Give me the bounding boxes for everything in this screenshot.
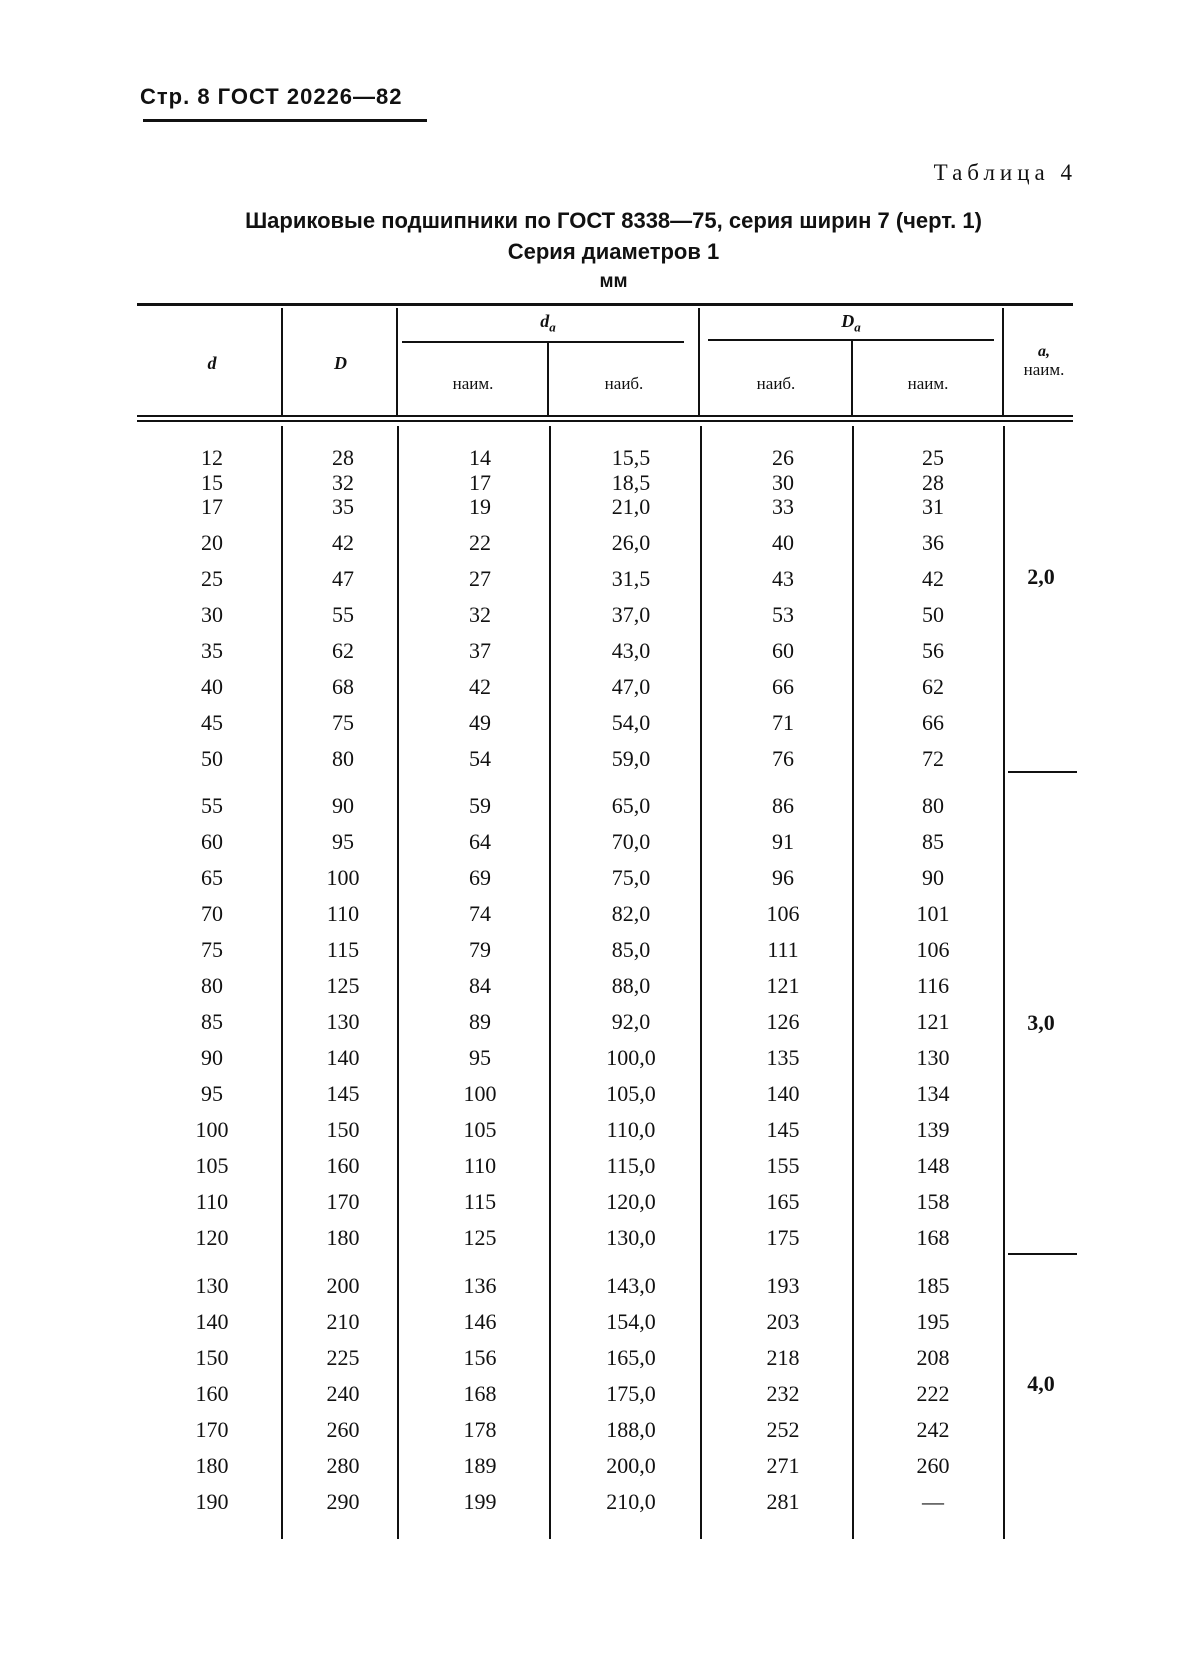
cell-da-min: 156 — [463, 1345, 497, 1370]
cell-Da-max: 111 — [767, 937, 799, 962]
cell-d: 140 — [195, 1309, 229, 1334]
body-vline-4 — [700, 426, 702, 1539]
cell-D: 290 — [326, 1489, 360, 1514]
cell-Da-max: 33 — [772, 494, 794, 519]
cell-d: 20 — [201, 530, 223, 555]
col-a-label: a, — [1038, 343, 1050, 360]
cell-da-max: 82,0 — [611, 901, 651, 926]
table-subtitle: Серия диаметров 1 — [507, 239, 720, 264]
cell-d: 120 — [195, 1225, 229, 1250]
cell-da-max: 59,0 — [611, 746, 651, 771]
col-a-min-label: наим. — [1023, 360, 1065, 379]
cell-da-max: 143,0 — [606, 1273, 656, 1298]
cell-da-min: 14 — [469, 445, 491, 470]
cell-d: 85 — [201, 1009, 223, 1034]
a-value-group-3: 4,0 — [1027, 1371, 1055, 1396]
cell-D: 68 — [332, 674, 354, 699]
cell-Da-max: 86 — [772, 793, 794, 818]
cell-Da-max: 60 — [772, 638, 794, 663]
cell-D: 47 — [332, 566, 354, 591]
cell-da-max: 85,0 — [611, 937, 651, 962]
cell-D: 42 — [332, 530, 354, 555]
cell-Da-min: 121 — [916, 1009, 950, 1034]
cell-Da-max: 140 — [766, 1081, 800, 1106]
cell-da-min: 69 — [469, 865, 491, 890]
cell-d: 100 — [195, 1117, 229, 1142]
a-value-group-2: 3,0 — [1027, 1010, 1055, 1035]
cell-da-min: 189 — [463, 1453, 497, 1478]
cell-d: 105 — [195, 1153, 229, 1178]
cell-d: 95 — [201, 1081, 223, 1106]
col-d-label: d — [207, 353, 217, 373]
table-units: мм — [599, 271, 628, 292]
cell-da-min: 49 — [469, 710, 491, 735]
cell-D: 75 — [332, 710, 354, 735]
cell-da-max: 75,0 — [611, 865, 651, 890]
cell-da-min: 37 — [469, 638, 491, 663]
cell-D: 170 — [326, 1189, 360, 1214]
cell-Da-max: 71 — [772, 710, 794, 735]
cell-da-max: 165,0 — [606, 1345, 656, 1370]
cell-D: 180 — [326, 1225, 360, 1250]
cell-da-max: 47,0 — [611, 674, 651, 699]
cell-Da-min: 116 — [916, 973, 950, 998]
cell-D: 160 — [326, 1153, 360, 1178]
cell-Da-min: 242 — [916, 1417, 950, 1442]
cell-da-min: 32 — [469, 602, 491, 627]
a-group-separator-2 — [1008, 1253, 1077, 1255]
cell-da-max: 120,0 — [606, 1189, 656, 1214]
cell-Da-min: 50 — [922, 602, 944, 627]
col-header-da-min: наим. — [452, 374, 494, 393]
cell-da-min: 199 — [463, 1489, 497, 1514]
cell-D: 62 — [332, 638, 354, 663]
cell-Da-max: 135 — [766, 1045, 800, 1070]
cell-Da-min: 260 — [916, 1453, 950, 1478]
cell-D: 100 — [326, 865, 360, 890]
cell-D: 80 — [332, 746, 354, 771]
cell-Da-max: 232 — [766, 1381, 800, 1406]
cell-Da-max: 155 — [766, 1153, 800, 1178]
cell-Da-min: 148 — [916, 1153, 950, 1178]
cell-da-min: 27 — [469, 566, 491, 591]
col-D-label: D — [334, 353, 347, 373]
cell-D: 115 — [326, 937, 360, 962]
cell-d: 75 — [201, 937, 223, 962]
cell-Da-max: 145 — [766, 1117, 800, 1142]
cell-da-max: 200,0 — [606, 1453, 656, 1478]
cell-da-min: 42 — [469, 674, 491, 699]
cell-d: 40 — [201, 674, 223, 699]
cell-da-max: 115,0 — [606, 1153, 656, 1178]
cell-da-max: 100,0 — [606, 1045, 656, 1070]
cell-Da-max: 26 — [772, 445, 794, 470]
cell-da-max: 188,0 — [606, 1417, 656, 1442]
col-header-da-max: наиб. — [604, 374, 644, 393]
cell-D: 240 — [326, 1381, 360, 1406]
cell-D: 260 — [326, 1417, 360, 1442]
cell-d: 180 — [195, 1453, 229, 1478]
cell-D: 35 — [332, 494, 354, 519]
cell-d: 55 — [201, 793, 223, 818]
col-Da-sub: a — [854, 319, 861, 335]
cell-d: 12 — [201, 445, 223, 470]
cell-D: 110 — [326, 901, 360, 926]
cell-da-max: 105,0 — [606, 1081, 656, 1106]
cell-da-min: 110 — [463, 1153, 497, 1178]
cell-da-min: 136 — [463, 1273, 497, 1298]
col-Da-label: D — [841, 311, 855, 331]
cell-Da-min: 36 — [922, 530, 944, 555]
cell-d: 110 — [195, 1189, 229, 1214]
cell-da-max: 70,0 — [611, 829, 651, 854]
cell-D: 32 — [332, 470, 354, 495]
cell-Da-max: 96 — [772, 865, 794, 890]
table-number: Таблица 4 — [933, 160, 1077, 185]
cell-da-min: 100 — [463, 1081, 497, 1106]
cell-D: 130 — [326, 1009, 360, 1034]
cell-D: 200 — [326, 1273, 360, 1298]
cell-Da-min: 56 — [922, 638, 944, 663]
cell-Da-min: 42 — [922, 566, 944, 591]
cell-da-max: 26,0 — [611, 530, 651, 555]
cell-Da-min: 66 — [922, 710, 944, 735]
cell-d: 25 — [201, 566, 223, 591]
cell-Da-min: 25 — [922, 445, 944, 470]
cell-D: 280 — [326, 1453, 360, 1478]
cell-d: 17 — [201, 494, 223, 519]
cell-Da-min: 101 — [916, 901, 950, 926]
cell-Da-min: 168 — [916, 1225, 950, 1250]
cell-Da-min: 31 — [922, 494, 944, 519]
cell-Da-max: 218 — [766, 1345, 800, 1370]
cell-Da-min: 139 — [916, 1117, 950, 1142]
cell-D: 150 — [326, 1117, 360, 1142]
cell-da-min: 125 — [463, 1225, 497, 1250]
cell-Da-min: 72 — [922, 746, 944, 771]
cell-Da-max: 106 — [766, 901, 800, 926]
cell-d: 65 — [201, 865, 223, 890]
cell-Da-max: 53 — [772, 602, 794, 627]
cell-d: 160 — [195, 1381, 229, 1406]
cell-Da-min: 90 — [922, 865, 944, 890]
cell-d: 170 — [195, 1417, 229, 1442]
cell-da-max: 110,0 — [606, 1117, 656, 1142]
cell-Da-max: 66 — [772, 674, 794, 699]
cell-Da-min: 130 — [916, 1045, 950, 1070]
cell-Da-min: 85 — [922, 829, 944, 854]
cell-da-min: 84 — [469, 973, 491, 998]
cell-d: 130 — [195, 1273, 229, 1298]
cell-da-min: 146 — [463, 1309, 497, 1334]
cell-da-max: 88,0 — [611, 973, 651, 998]
col-header-a — [1004, 343, 1084, 379]
cell-da-min: 59 — [469, 793, 491, 818]
cell-da-min: 64 — [469, 829, 491, 854]
cell-Da-max: 76 — [772, 746, 794, 771]
cell-D: 140 — [326, 1045, 360, 1070]
cell-da-min: 89 — [469, 1009, 491, 1034]
cell-d: 35 — [201, 638, 223, 663]
col-header-d — [152, 353, 272, 374]
page-header: Стр. 8 ГОСТ 20226—82 — [140, 84, 403, 109]
cell-d: 70 — [201, 901, 223, 926]
cell-da-min: 19 — [469, 494, 491, 519]
cell-da-max: 210,0 — [606, 1489, 656, 1514]
cell-d: 50 — [201, 746, 223, 771]
cell-Da-max: 252 — [766, 1417, 800, 1442]
cell-da-max: 43,0 — [611, 638, 651, 663]
cell-d: 60 — [201, 829, 223, 854]
body-vline-5 — [852, 426, 854, 1539]
col-header-Da-max: наиб. — [756, 374, 796, 393]
cell-da-max: 31,5 — [611, 566, 651, 591]
cell-d: 150 — [195, 1345, 229, 1370]
col-header-Da — [700, 311, 1002, 336]
cell-d: 45 — [201, 710, 223, 735]
cell-d: 30 — [201, 602, 223, 627]
body-vline-3 — [549, 426, 551, 1539]
col-da-sub: a — [549, 319, 556, 335]
cell-d: 80 — [201, 973, 223, 998]
cell-D: 145 — [326, 1081, 360, 1106]
cell-Da-min: 185 — [916, 1273, 950, 1298]
cell-Da-min: 195 — [916, 1309, 950, 1334]
cell-da-max: 37,0 — [611, 602, 651, 627]
cell-D: 90 — [332, 793, 354, 818]
cell-da-min: 168 — [463, 1381, 497, 1406]
cell-d: 190 — [195, 1489, 229, 1514]
col-header-da — [398, 311, 698, 336]
a-value-group-1: 2,0 — [1027, 564, 1055, 589]
cell-Da-max: 203 — [766, 1309, 800, 1334]
cell-da-max: 54,0 — [611, 710, 651, 735]
a-group-separator-1 — [1008, 771, 1077, 773]
cell-da-max: 15,5 — [611, 445, 651, 470]
cell-da-min: 17 — [469, 470, 491, 495]
da-subheader-rule — [402, 341, 684, 343]
header-bottom-rule-2 — [137, 420, 1073, 422]
cell-da-min: 54 — [469, 746, 491, 771]
cell-da-max: 154,0 — [606, 1309, 656, 1334]
cell-D: 125 — [326, 973, 360, 998]
cell-D: 95 — [332, 829, 354, 854]
cell-da-min: 178 — [463, 1417, 497, 1442]
cell-Da-min: 106 — [916, 937, 950, 962]
header-bottom-rule — [137, 415, 1073, 417]
col-header-Da-min: наим. — [907, 374, 949, 393]
cell-da-max: 21,0 — [611, 494, 651, 519]
cell-Da-max: 175 — [766, 1225, 800, 1250]
cell-da-max: 92,0 — [611, 1009, 651, 1034]
cell-D: 210 — [326, 1309, 360, 1334]
cell-Da-min: — — [922, 1489, 944, 1514]
cell-da-min: 115 — [463, 1189, 497, 1214]
cell-Da-max: 193 — [766, 1273, 800, 1298]
cell-Da-max: 40 — [772, 530, 794, 555]
cell-d: 15 — [201, 470, 223, 495]
cell-da-max: 130,0 — [606, 1225, 656, 1250]
cell-da-max: 175,0 — [606, 1381, 656, 1406]
cell-da-min: 22 — [469, 530, 491, 555]
cell-da-min: 95 — [469, 1045, 491, 1070]
header-rule — [143, 119, 427, 122]
cell-Da-max: 30 — [772, 470, 794, 495]
cell-da-max: 18,5 — [611, 470, 651, 495]
cell-D: 55 — [332, 602, 354, 627]
cell-D: 225 — [326, 1345, 360, 1370]
cell-d: 90 — [201, 1045, 223, 1070]
cell-Da-min: 222 — [916, 1381, 950, 1406]
cell-Da-max: 121 — [766, 973, 800, 998]
cell-da-min: 79 — [469, 937, 491, 962]
cell-Da-min: 28 — [922, 470, 944, 495]
cell-da-max: 65,0 — [611, 793, 651, 818]
col-header-D — [283, 353, 398, 374]
cell-D: 28 — [332, 445, 354, 470]
cell-Da-max: 281 — [766, 1489, 800, 1514]
cell-da-min: 74 — [469, 901, 491, 926]
cell-Da-min: 80 — [922, 793, 944, 818]
cell-Da-min: 62 — [922, 674, 944, 699]
cell-Da-max: 271 — [766, 1453, 800, 1478]
cell-Da-min: 208 — [916, 1345, 950, 1370]
table-title: Шариковые подшипники по ГОСТ 8338—75, серия ширин 7 (черт. 1) — [245, 208, 982, 233]
col-da-label: d — [540, 311, 550, 331]
cell-Da-min: 158 — [916, 1189, 950, 1214]
table-top-rule — [137, 303, 1073, 306]
cell-Da-max: 126 — [766, 1009, 800, 1034]
cell-da-min: 105 — [463, 1117, 497, 1142]
cell-Da-max: 43 — [772, 566, 794, 591]
cell-Da-max: 165 — [766, 1189, 800, 1214]
cell-Da-min: 134 — [916, 1081, 950, 1106]
cell-Da-max: 91 — [772, 829, 794, 854]
